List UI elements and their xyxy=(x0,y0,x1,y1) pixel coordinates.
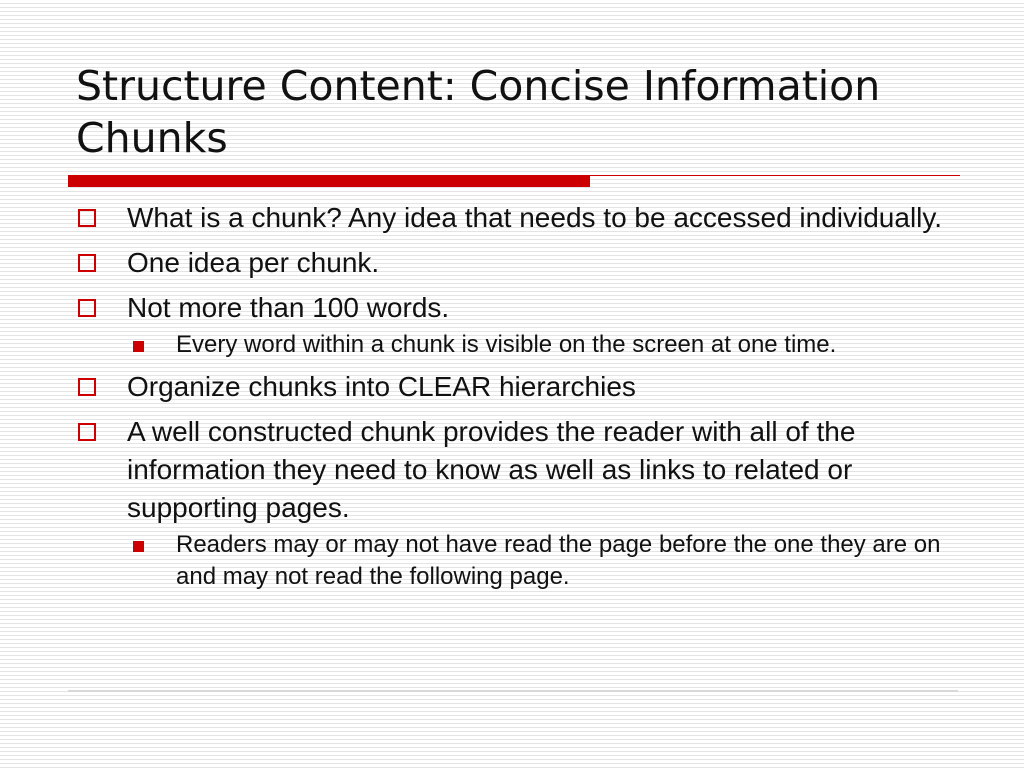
hollow-square-bullet-icon xyxy=(78,378,96,396)
footer-divider xyxy=(68,690,958,692)
filled-square-bullet-icon xyxy=(133,341,144,352)
title-divider-thick xyxy=(68,175,590,187)
filled-square-bullet-icon xyxy=(133,541,144,552)
slide-title: Structure Content: Concise Information Chunks xyxy=(76,62,881,162)
title-divider xyxy=(68,175,960,189)
bullet-item xyxy=(76,244,956,282)
bullet-text: A well constructed chunk provides the reader with all of the information they need to know as well as links to related or supporting pages. xyxy=(127,416,856,523)
bullet-item xyxy=(76,413,956,593)
bullet-item xyxy=(76,199,956,237)
bullet-list xyxy=(76,199,956,600)
bullet-text: One idea per chunk. xyxy=(127,247,380,278)
hollow-square-bullet-icon xyxy=(78,209,96,227)
sub-bullet-text: Every word within a chunk is visible on the screen at one time. xyxy=(176,331,837,358)
hollow-square-bullet-icon xyxy=(78,423,96,441)
sub-bullet-text: Readers may or may not have read the page before the one they are on and may not read the following page. xyxy=(176,531,941,590)
hollow-square-bullet-icon xyxy=(78,299,96,317)
bullet-text: What is a chunk? Any idea that needs to be accessed individually. xyxy=(127,202,943,233)
bullet-text: Organize chunks into CLEAR hierarchies xyxy=(127,371,636,402)
bullet-text: Not more than 100 words. xyxy=(127,292,450,323)
hollow-square-bullet-icon xyxy=(78,254,96,272)
sub-bullet-list xyxy=(127,329,956,361)
sub-bullet-item xyxy=(127,329,956,361)
bullet-item xyxy=(76,289,956,361)
sub-bullet-item xyxy=(127,529,956,593)
title-divider-thin xyxy=(590,175,960,176)
bullet-item xyxy=(76,368,956,406)
sub-bullet-list xyxy=(127,529,956,593)
